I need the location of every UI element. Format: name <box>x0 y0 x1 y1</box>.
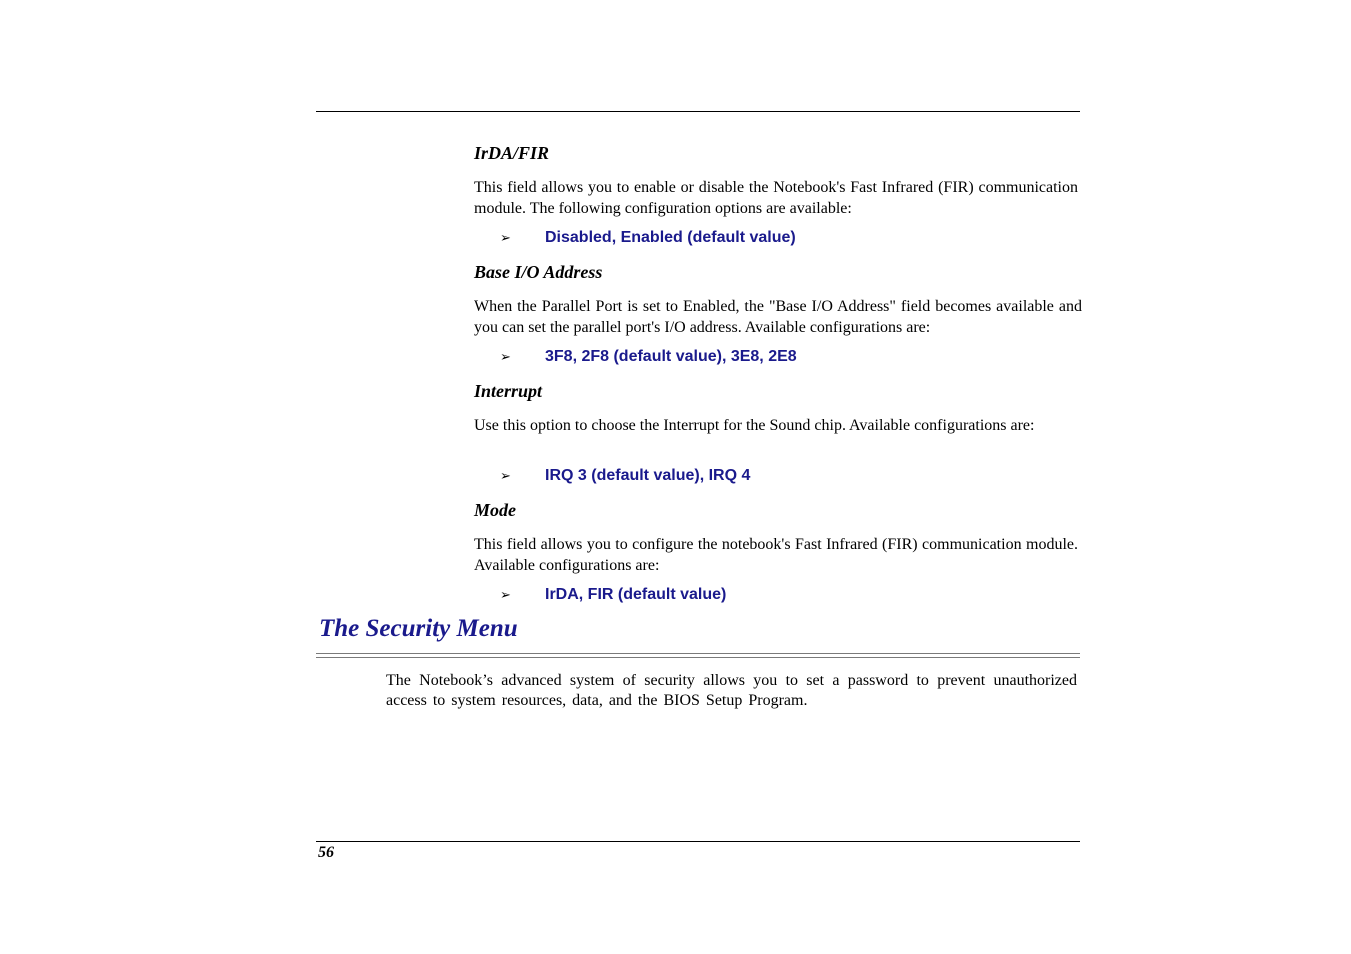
subsection-heading-mode: Mode <box>474 500 516 520</box>
section-title-security-menu: The Security Menu <box>319 615 518 642</box>
subsection-text-irda-fir: This field allows you to enable or disable the Notebook's Fast Infrared (FIR) communication module. The following configuration options are available: <box>474 179 1078 217</box>
option-text: IRQ 3 (default value), IRQ 4 <box>545 467 751 484</box>
footer-rule <box>316 841 1080 842</box>
arrowhead-bullet-icon: ➢ <box>500 588 511 603</box>
option-text: 3F8, 2F8 (default value), 3E8, 2E8 <box>545 348 797 365</box>
security-intro-text: The Notebook’s advanced system of security allows you to set a password to prevent unauthorized access to system resources, data, and the BIOS Setup Program. <box>386 672 1077 709</box>
subsection-text-mode: This field allows you to configure the notebook's Fast Infrared (FIR) communication module. Available configurations are: <box>474 536 1078 574</box>
subsection-text-base-io-address: When the Parallel Port is set to Enabled, the "Base I/O Address" field becomes available and you can set the parallel port's I/O address. Available configurations are: <box>474 298 1082 336</box>
option-item-interrupt <box>500 467 750 485</box>
option-text: IrDA, FIR (default value) <box>545 586 727 603</box>
option-item-irda-fir <box>500 229 796 247</box>
subsection-heading-base-io-address: Base I/O Address <box>474 262 603 282</box>
subsection-text-interrupt: Use this option to choose the Interrupt for the Sound chip. Available configurations are: <box>474 417 1035 434</box>
arrowhead-bullet-icon: ➢ <box>500 469 511 484</box>
subsection-heading-interrupt: Interrupt <box>474 381 543 401</box>
header-rule <box>316 111 1080 112</box>
option-item-base-io-address <box>500 348 797 366</box>
section-title-double-rule <box>316 653 1080 658</box>
page-number: 56 <box>318 844 334 861</box>
option-item-mode <box>500 586 726 604</box>
option-text: Disabled, Enabled (default value) <box>545 229 796 246</box>
subsection-heading-irda-fir: IrDA/FIR <box>474 143 550 163</box>
arrowhead-bullet-icon: ➢ <box>500 231 511 246</box>
arrowhead-bullet-icon: ➢ <box>500 350 511 365</box>
